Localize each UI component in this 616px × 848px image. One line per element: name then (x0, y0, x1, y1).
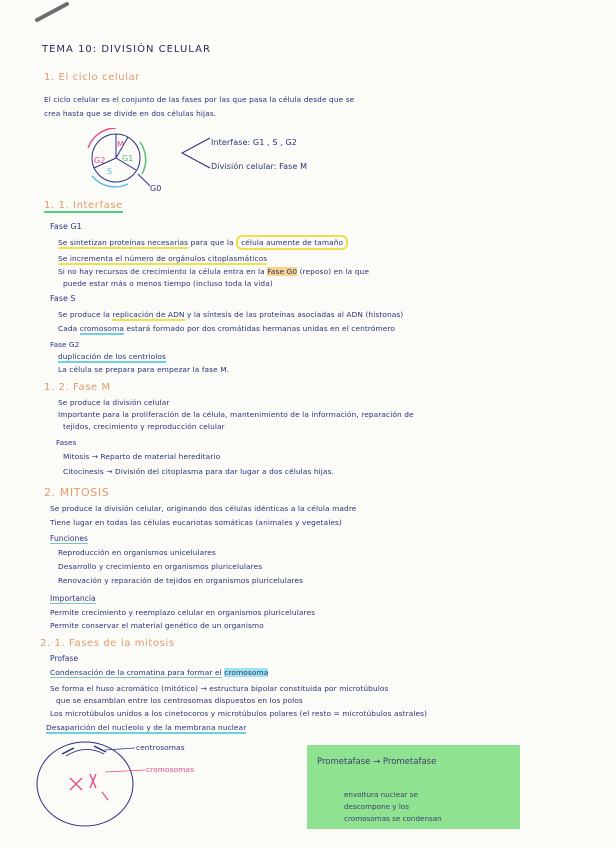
profase-line-1a: Condensación de la cromatina para formar el (50, 668, 222, 677)
section-2-1-heading: 2. 1. Fases de la mitosis (40, 638, 175, 649)
g1-line-1 (58, 238, 348, 247)
importancia-title (50, 594, 96, 603)
s-line-2c: estará formado por dos cromátidas hermanas unidas en el centrómero (126, 324, 396, 333)
fases-line-1: Mitosis → Reparto de material hereditario (63, 452, 221, 461)
fase-m-line-2: Importante para la proliferación de la célula, mantenimiento de la información, reparación de (58, 410, 414, 419)
importancia-line-1: Permite crecimiento y reemplazo celular en organismos pluricelulares (50, 608, 316, 617)
funciones-line-3: Renovación y reparación de tejidos en organismos pluricelulares (58, 576, 304, 585)
g1-line-4: puede estar más o menos tiempo (incluso toda la vida) (63, 279, 273, 288)
profase-line-1 (50, 668, 268, 677)
sketch-label-centrosomas: centrosomas (136, 743, 185, 752)
g1-line-1b: para que la (190, 238, 234, 247)
g1-line-3b: Fase G0 (267, 267, 298, 276)
cycle-label-m: M (117, 140, 124, 149)
g2-title: Fase G2 (50, 340, 80, 349)
funciones-title (50, 534, 88, 543)
profase-line-2: Se forma el huso acromático (mitótico) → estructura bipolar constituida por microtúbulos (50, 684, 389, 693)
profase-line-4: Los microtúbulos unidos a los cinetocoros y microtúbulos polares (el resto = microtúbulos astrales) (50, 709, 428, 718)
cycle-label-g0: G0 (150, 184, 162, 193)
s-line-1a: Se produce la (58, 310, 110, 319)
brace-lines (180, 136, 212, 170)
profase-line-5 (46, 723, 246, 732)
g1-line-1a: Se sintetizan proteínas necesarias (58, 238, 189, 247)
fase-m-line-3: tejidos, crecimiento y reproducción celular (63, 422, 225, 431)
mitosis-line-1: Se produce la división celular, originando dos células idénticas a la célula madre (50, 504, 357, 513)
g2-line-1 (58, 352, 166, 361)
section-2-heading: 2. MITOSIS (44, 486, 110, 499)
brace-interfase: Interfase: G1 , S , G2 (211, 138, 297, 147)
s-line-1 (58, 310, 403, 319)
sketch-label-cromosomas: cromosomas (146, 765, 195, 774)
profase-title: Profase (50, 654, 79, 663)
sticky-note-body (344, 789, 442, 825)
g2-line-2: La célula se prepara para empezar la fase M. (58, 365, 230, 374)
page-title: TEMA 10: DIVISIÓN CELULAR (42, 44, 211, 55)
brace-division: División celular: Fase M (211, 162, 308, 171)
section-1-1-heading (44, 200, 123, 211)
g1-line-2 (58, 254, 267, 263)
g1-line-1c: célula aumente de tamaño (236, 235, 348, 250)
section-1-2-heading: 1. 2. Fase M (44, 382, 111, 393)
funciones-title-text: Funciones (50, 534, 88, 543)
importancia-title-text: Importancia (50, 594, 96, 603)
s-line-2b: cromosoma (79, 324, 124, 333)
s-line-1c: y la síntesis de las proteínas asociadas al ADN (histonas) (186, 310, 404, 319)
funciones-line-2: Desarrollo y crecimiento en organismos pluricelulares (58, 562, 263, 571)
g1-line-3a: Si no hay recursos de crecimiento la célula entra en la (58, 267, 265, 276)
sticky-note-title: Prometafase → Prometafase (317, 757, 437, 767)
profase-line-3: que se ensamblan entre los centrosomas dispuestos en los polos (56, 696, 303, 705)
s-line-2a: Cada (58, 324, 78, 333)
section-1-heading: 1. El ciclo celular (44, 72, 141, 83)
g1-line-3 (58, 267, 369, 276)
profase-line-1b: cromosoma (224, 668, 269, 677)
sticky-note (307, 745, 520, 829)
fases-title: Fases (56, 438, 77, 447)
intro-line-2: crea hasta que se divide en dos células hijas. (44, 109, 217, 118)
s-line-2 (58, 324, 395, 333)
g2-line-1-text: duplicación de los centriolos (58, 352, 166, 361)
importancia-line-2: Permite conservar el material genético de un organismo (50, 621, 264, 630)
intro-line-1: El ciclo celular es el conjunto de las fases por las que pasa la célula desde que se (44, 95, 355, 104)
mitosis-line-2: Tiene lugar en todas las células eucariotas somáticas (animales y vegetales) (50, 518, 342, 527)
sticky-note-line-1: envoltura nuclear se (344, 790, 418, 799)
sticky-note-line-3: cromosomas se condensan (344, 814, 442, 823)
fases-line-2: Citocinesis → División del citoplasma para dar lugar a dos células hijas. (63, 467, 334, 476)
fase-m-line-1: Se produce la división celular (58, 398, 170, 407)
funciones-line-1: Reproducción en organismos unicelulares (58, 548, 216, 557)
cycle-label-g2: G2 (94, 156, 106, 165)
g1-title: Fase G1 (50, 222, 82, 231)
profase-line-5-text: Desaparición del nucleolo y de la membrana nuclear (46, 723, 247, 732)
cycle-label-g1: G1 (122, 154, 134, 163)
cycle-label-s: S (107, 167, 113, 176)
g1-line-3c: (reposo) en la que (299, 267, 369, 276)
g1-line-2-text: Se incrementa el número de orgánulos citoplasmáticos (58, 254, 268, 263)
pen-mark (34, 1, 69, 22)
s-line-1b: replicación de ADN (112, 310, 185, 319)
sticky-note-line-2: descompone y los (344, 802, 409, 811)
section-1-1-text: 1. 1. Interfase (44, 200, 123, 211)
s-title: Fase S (50, 294, 76, 303)
